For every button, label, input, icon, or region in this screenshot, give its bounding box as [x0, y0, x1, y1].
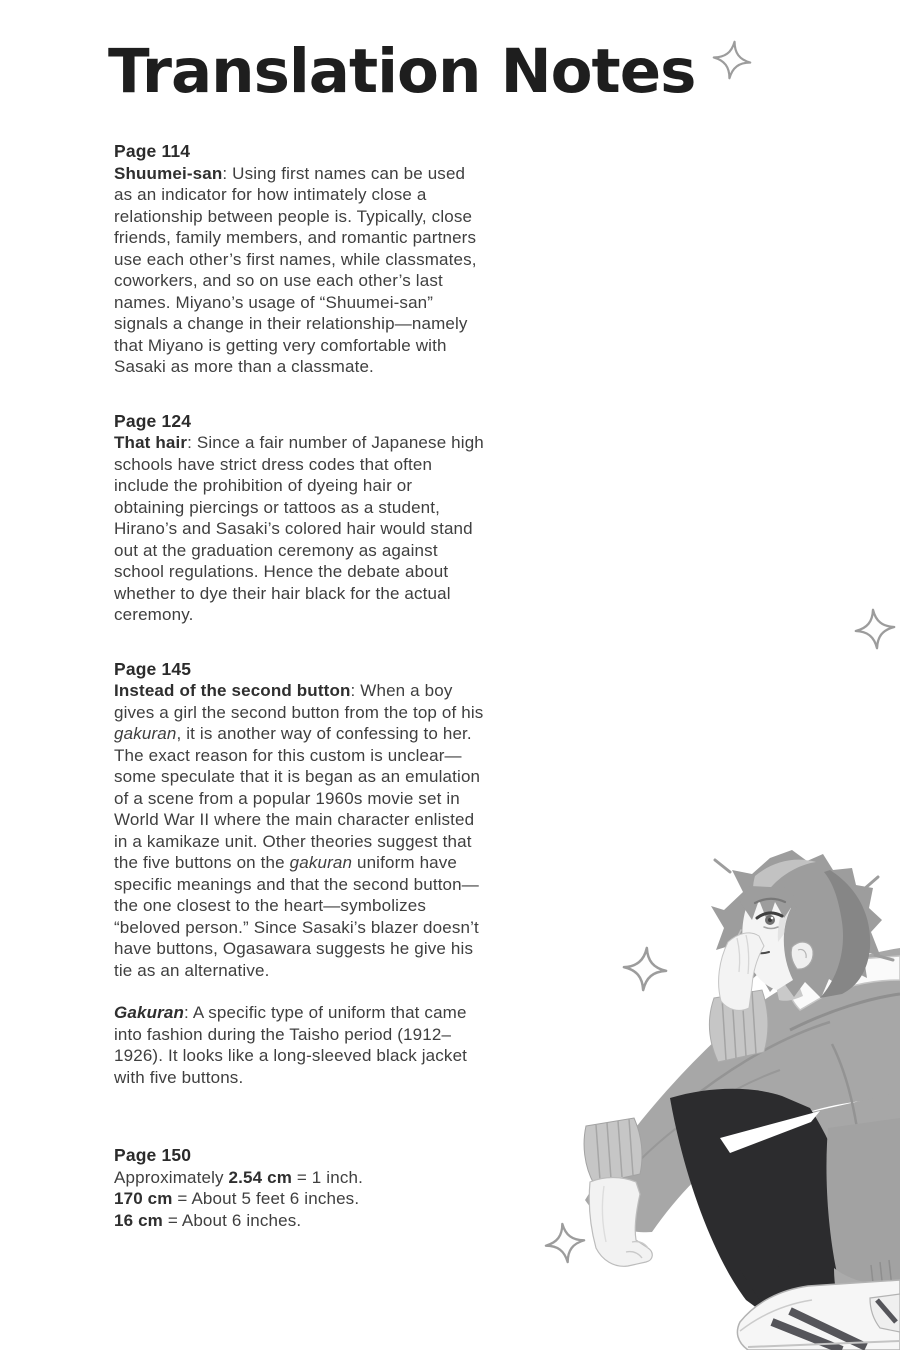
note-section [114, 411, 486, 626]
character-illustration [580, 830, 900, 1350]
sparkle-icon [709, 37, 754, 82]
page-title: Translation Notes [108, 36, 696, 107]
note-paragraph: Instead of the second button: When a boy gives a girl the second button from the top of his gakuran, it is another way of confessing to her. The exact reason for this custom is unclear—some speculate that it is began as an emulation of a scene from a popular 1960s movie set in World War II where the main character enlisted in a kamikaze unit. Other theories suggest that the five buttons on the gakuran uniform have specific meanings and that the second button—the one closest to the heart—symbolizes “beloved person.” Since Sasaki’s blazer doesn’t have buttons, Ogasawara suggests he give his tie as an alternative. [114, 681, 484, 980]
note-paragraph: Approximately 2.54 cm = 1 inch. [114, 1167, 363, 1187]
note-heading: Page 124 [114, 410, 192, 431]
note-section [114, 659, 486, 1089]
note-section [114, 1145, 486, 1231]
note-heading: Page 114 [114, 141, 191, 161]
note-paragraph: Gakuran: A specific type of uniform that came into fashion during the Taisho period (1912–1926). It looks like a long-sleeved black jacket with five buttons. [114, 1003, 468, 1087]
sparkle-icon [852, 606, 898, 652]
crouching-boy-drawing [580, 830, 900, 1350]
note-paragraph: 16 cm = About 6 inches. [114, 1210, 302, 1230]
note-paragraph: That hair: Since a fair number of Japanese high schools have strict dress codes that often include the prohibition of dyeing hair or obtaining piercings or tattoos as a student, Hirano’s and Sasaki’s colored hair would stand out at the graduation ceremony as against school regulations. Hence the debate about whether to dye their hair black for the actual ceremony. [114, 433, 484, 624]
note-heading: Page 145 [114, 658, 192, 679]
note-paragraph: Shuumei-san: Using first names can be used as an indicator for how intimately close a relationship between people is. Typically, close friends, family members, and romantic partners use each other’s first names, while classmates, coworkers, and so on use each other’s last names. Miyano’s usage of “Shuumei-san” signals a change in their relationship—namely that Miyano is getting very comfortable with Sasaki as more than a classmate. [114, 163, 477, 376]
note-section [114, 141, 486, 378]
note-heading: Page 150 [114, 1145, 192, 1165]
note-paragraph: 170 cm = About 5 feet 6 inches. [114, 1189, 360, 1208]
notes-sections [114, 141, 486, 1231]
